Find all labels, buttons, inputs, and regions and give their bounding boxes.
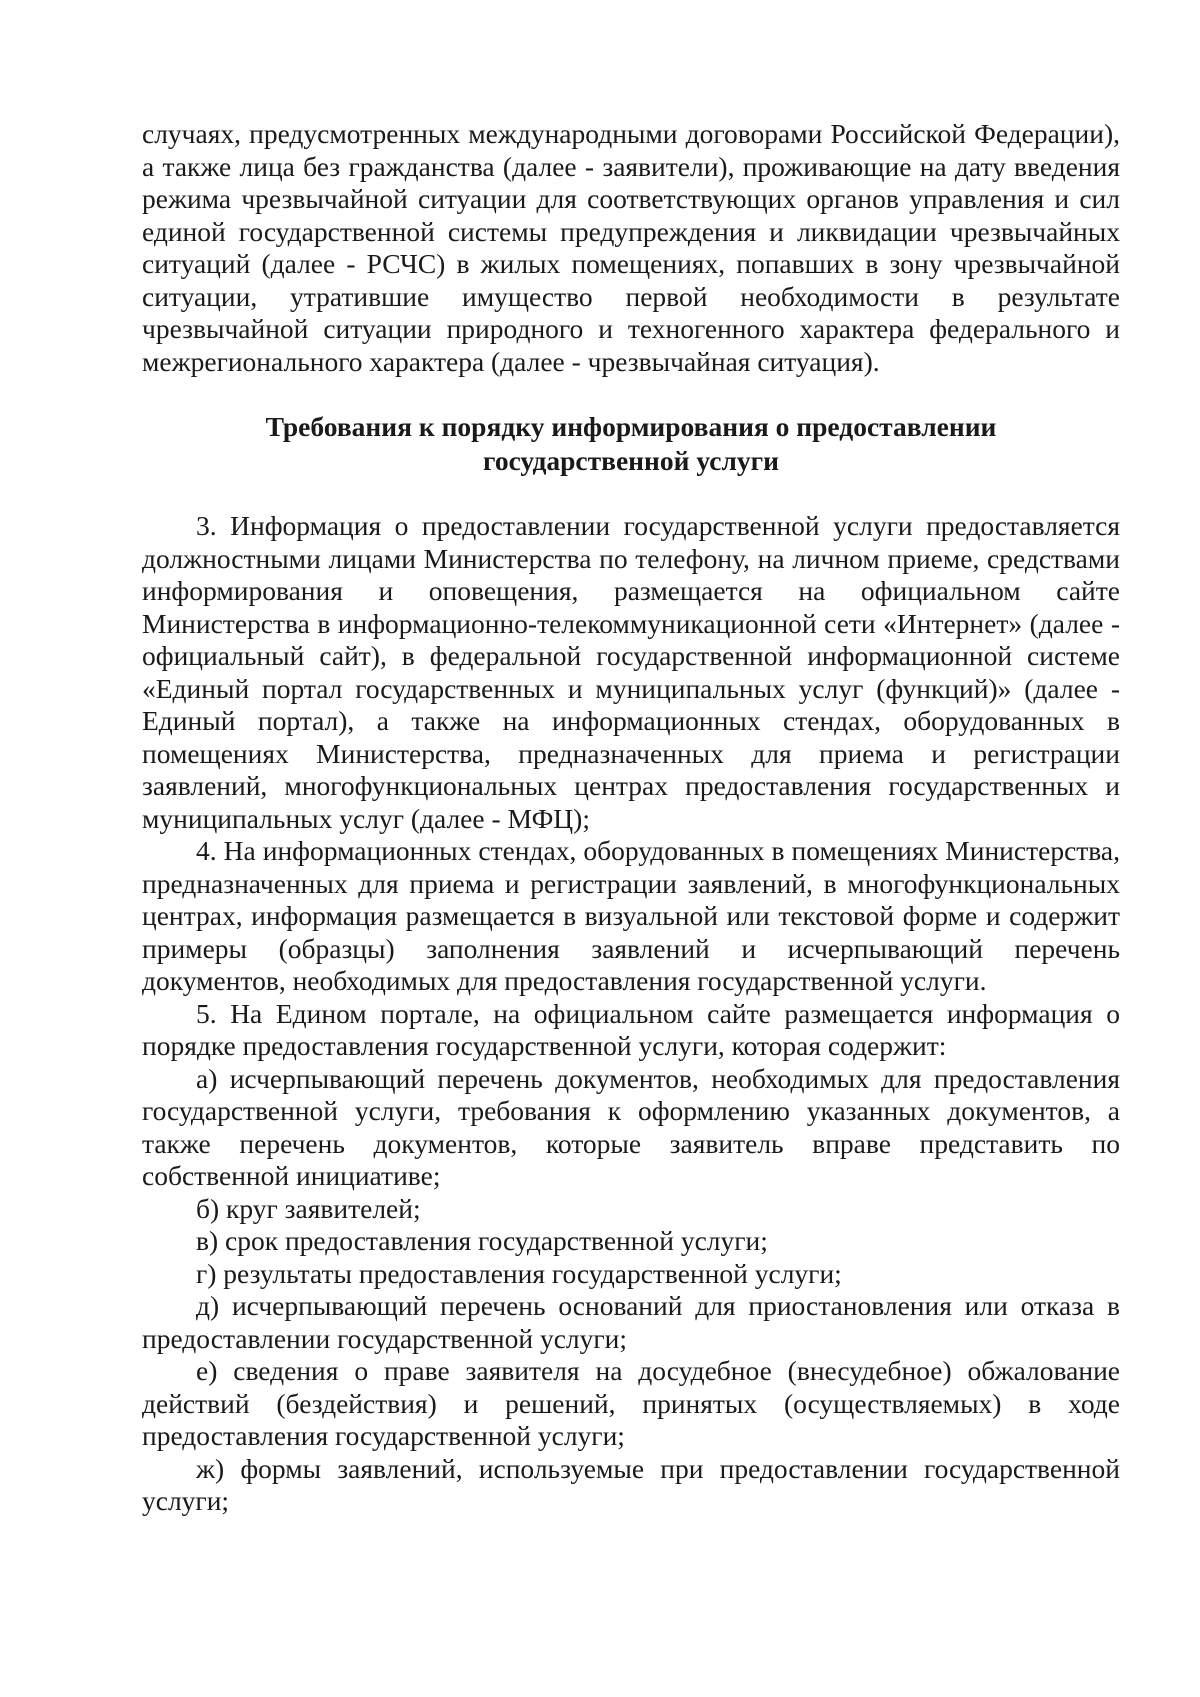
document-page [142, 118, 1120, 1518]
list-item-zh: ж) формы заявлений, используемые при предоставлении государственной услуги; [142, 1452, 1120, 1516]
list-item-g: г) результаты предоставления государственной услуги; [196, 1257, 842, 1289]
list-item-v: в) срок предоставления государственной услуги; [196, 1225, 768, 1256]
paragraph-3: 3. Информация о предоставлении государственной услуги предоставляется должностными лицами Министерства по телефону, на личном приеме, средствами информирования и оповещения, размещается на официальном сайте Министерства в информационно-телекоммуникационной сети «Интернет» (далее - официальный сайт), в федеральной государственной информационной системе «Единый портал государственных и муниципальных услуг (функций)» (далее - Единый портал), а также на информационных стендах, оборудованных в помещениях Министерства, предназначенных для приема и регистрации заявлений, многофункциональных центрах предоставления государственных и муниципальных услуг (далее - МФЦ); [142, 510, 1120, 834]
list-item-a: а) исчерпывающий перечень документов, необходимых для предоставления государственной услуги, требования к оформлению указанных документов, а также перечень документов, которые заявитель вправе представить по собственной инициативе; [142, 1062, 1120, 1191]
paragraph-5: 5. На Едином портале, на официальном сайте размещается информация о порядке предоставления государственной услуги, которая содержит: [142, 997, 1120, 1061]
section-heading-line-2: государственной услуги [483, 445, 779, 476]
list-item-e: е) сведения о праве заявителя на досудебное (внесудебное) обжалование действий (бездействия) и решений, принятых (осуществляемых) в ходе предоставления государственной услуги; [142, 1355, 1120, 1451]
list-item-d: д) исчерпывающий перечень оснований для приостановления или отказа в предоставлении государственной услуги; [142, 1290, 1120, 1354]
section-heading [142, 410, 1120, 478]
intro-paragraph: случаях, предусмотренных международными договорами Российской Федерации), а также лица без гражданства (далее - заявители), проживающие на дату введения режима чрезвычайной ситуации для соответствующих органов управления и сил единой государственной системы предупреждения и ликвидации чрезвычайных ситуаций (далее - РСЧС) в жилых помещениях, попавших в зону чрезвычайной ситуации, утратившие имущество первой необходимости в результате чрезвычайной ситуации природного и техногенного характера федерального и межрегионального характера (далее - чрезвычайная ситуация). [142, 118, 1120, 377]
paragraph-4: 4. На информационных стендах, оборудованных в помещениях Министерства, предназначенных для приема и регистрации заявлений, в многофункциональных центрах, информация размещается в визуальной или текстовой форме и содержит примеры (образцы) заполнения заявлений и исчерпывающий перечень документов, необходимых для предоставления государственной услуги. [142, 835, 1120, 996]
list-item-b: б) круг заявителей; [196, 1192, 421, 1224]
section-heading-line-1: Требования к порядку информирования о предоставлении [265, 411, 997, 442]
